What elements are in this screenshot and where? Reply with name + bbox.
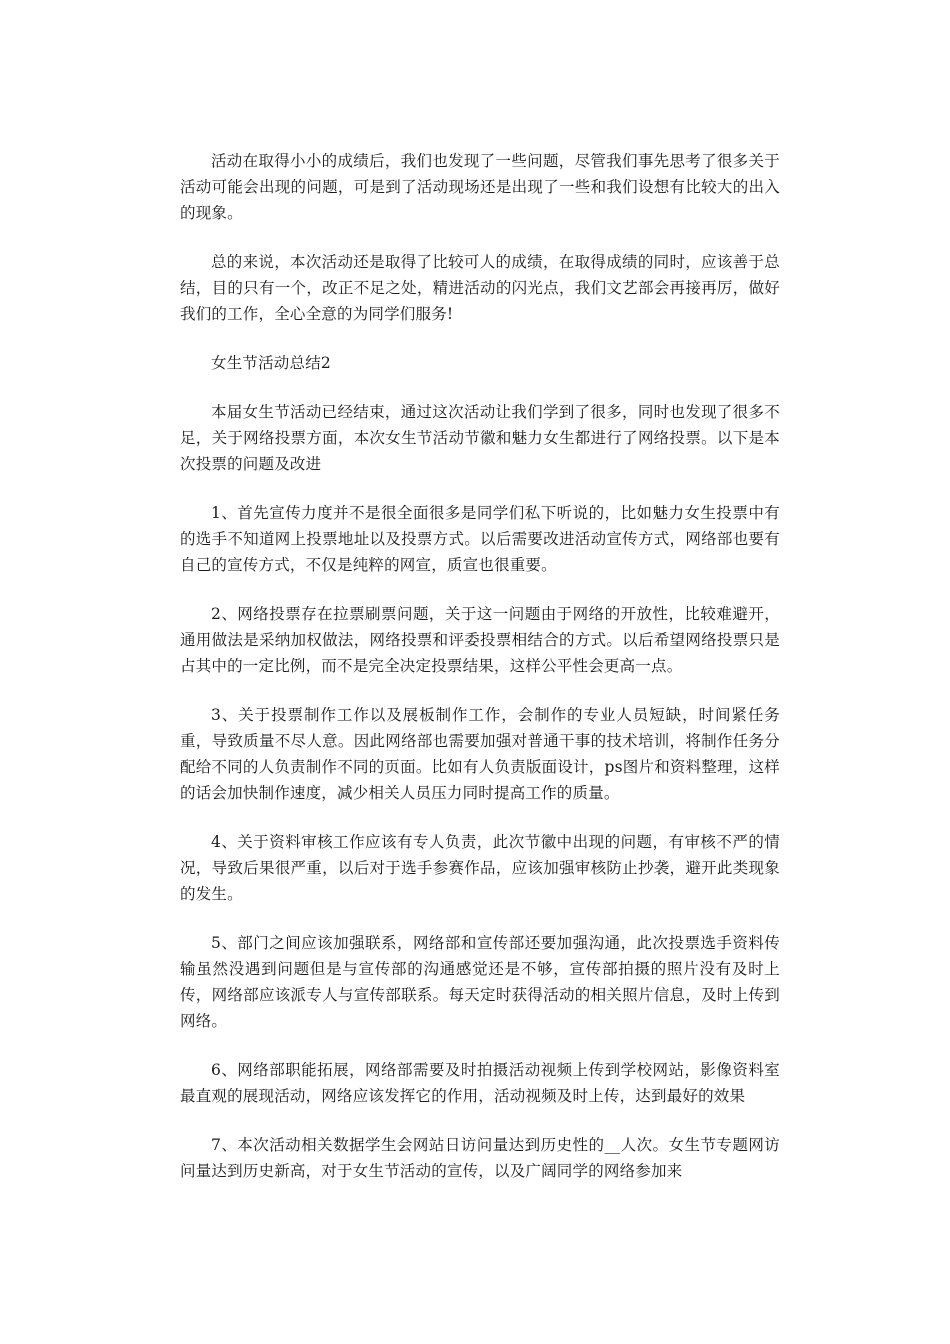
section-heading: 女生节活动总结2	[211, 354, 331, 372]
paragraph-1: 活动在取得小小的成绩后，我们也发现了一些问题，尽管我们事先思考了很多关于活动可能会出现的问题，可是到了活动现场还是出现了一些和我们设想有比较大的出入的现象。	[180, 152, 780, 222]
list-item-3: 3、关于投票制作工作以及展板制作工作，会制作的专业人员短缺，时间紧任务重，导致质量不尽人意。因此网络部也需要加强对普通干事的技术培训，将制作任务分配给不同的人负责制作不同的页面。比如有人负责版面设计，ps图片和资料整理，这样的话会加快制作速度，减少相关人员压力同时提高工作的质量。	[180, 706, 780, 802]
list-item-6: 6、网络部职能拓展，网络部需要及时拍摄活动视频上传到学校网站，影像资料室最直观的展现活动，网络应该发挥它的作用，活动视频及时上传，达到最好的效果	[180, 1061, 780, 1105]
list-item-4: 4、关于资料审核工作应该有专人负责，此次节徽中出现的问题，有审核不严的情况，导致后果很严重，以后对于选手参赛作品，应该加强审核防止抄袭，避开此类现象的发生。	[180, 833, 780, 903]
list-item-1: 1、首先宣传力度并不是很全面很多是同学们私下听说的，比如魅力女生投票中有的选手不知道网上投票地址以及投票方式。以后需要改进活动宣传方式，网络部也要有自己的宣传方式，不仅是纯粹的网宣，质宣也很重要。	[180, 504, 780, 574]
list-item-2: 2、网络投票存在拉票刷票问题，关于这一问题由于网络的开放性，比较难避开，通用做法是采纳加权做法，网络投票和评委投票相结合的方式。以后希望网络投票只是占其中的一定比例，而不是完全决定投票结果，这样公平性会更高一点。	[180, 605, 780, 675]
list-item-5: 5、部门之间应该加强联系，网络部和宣传部还要加强沟通，此次投票选手资料传输虽然没遇到问题但是与宣传部的沟通感觉还是不够，宣传部拍摄的照片没有及时上传，网络部应该派专人与宣传部联系。每天定时获得活动的相关照片信息，及时上传到网络。	[180, 934, 780, 1030]
paragraph-2: 总的来说，本次活动还是取得了比较可人的成绩，在取得成绩的同时，应该善于总结，目的只有一个，改正不足之处，精进活动的闪光点，我们文艺部会再接再厉，做好我们的工作，全心全意的为同学们服务!	[180, 253, 780, 323]
list-item-7: 7、本次活动相关数据学生会网站日访问量达到历史性的__人次。女生节专题网访问量达到历史新高，对于女生节活动的宣传，以及广阔同学的网络参加来	[180, 1136, 780, 1180]
paragraph-3: 本届女生节活动已经结束，通过这次活动让我们学到了很多，同时也发现了很多不足，关于网络投票方面，本次女生节活动节徽和魅力女生都进行了网络投票。以下是本次投票的问题及改进	[180, 403, 780, 473]
document-body	[180, 148, 780, 1207]
